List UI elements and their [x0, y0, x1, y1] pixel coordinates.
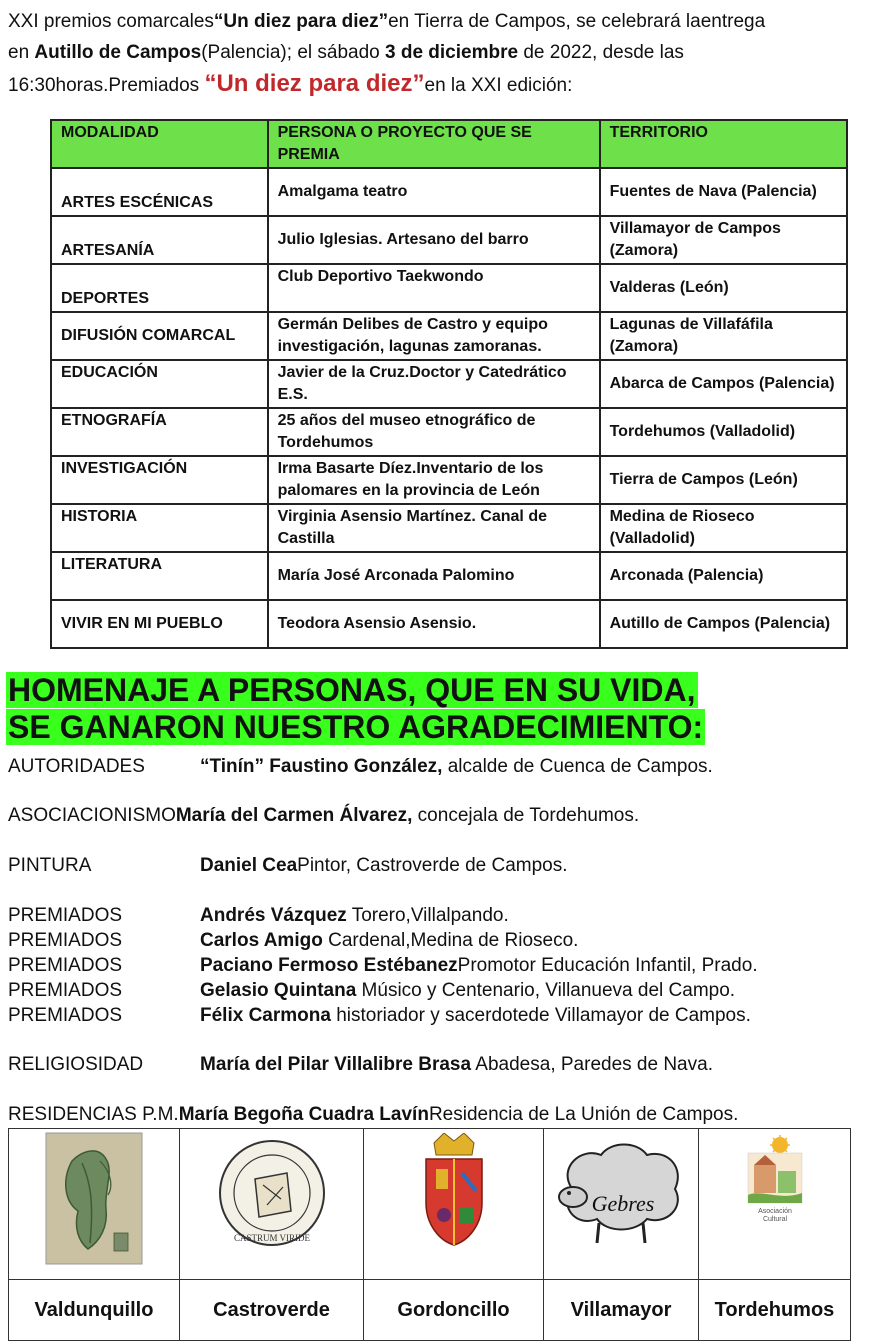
honor-category: PREMIADOS [8, 905, 123, 926]
table-row [51, 312, 847, 360]
honor-name: Carlos Amigo [200, 930, 323, 951]
header-persona: PERSONA O PROYECTO QUE SE PREMIA [268, 120, 600, 168]
valdunquillo-emblem-icon [44, 1131, 144, 1266]
cell-modalidad: ETNOGRAFÍA [51, 408, 268, 456]
honor-name: Paciano Fermoso Estébanez [200, 955, 458, 976]
cell-modalidad: EDUCACIÓN [51, 360, 268, 408]
cell-persona: Irma Basarte Díez.Inventario de los palomares en la provincia de León [268, 456, 600, 504]
cell-persona: Teodora Asensio Asensio. [268, 600, 600, 648]
honor-category: PREMIADOS [8, 955, 123, 976]
honor-category: RELIGIOSIDAD [8, 1054, 144, 1075]
honor-category: PREMIADOS [8, 1005, 123, 1026]
intro-place: Autillo de Campos [34, 42, 202, 63]
intro-text: en la XXI edición: [424, 75, 573, 96]
honor-entry [8, 1053, 713, 1077]
table-row [51, 600, 847, 648]
honor-name: Daniel Cea [200, 855, 298, 876]
table-row [51, 408, 847, 456]
table-row [51, 168, 847, 216]
cell-persona: Javier de la Cruz.Doctor y Catedrático E.S. [268, 360, 600, 408]
cell-modalidad: DEPORTES [51, 264, 268, 312]
cell-territorio: Fuentes de Nava (Palencia) [600, 168, 847, 216]
intro-paragraph [8, 6, 876, 101]
honor-name: Andrés Vázquez [200, 905, 347, 926]
logos-row [9, 1129, 851, 1280]
cell-territorio: Autillo de Campos (Palencia) [600, 600, 847, 648]
cell-modalidad: VIVIR EN MI PUEBLO [51, 600, 268, 648]
logo-cell-valdunquillo [9, 1129, 180, 1280]
homenaje-line-2: SE GANARON NUESTRO AGRADECIMIENTO: [8, 709, 704, 745]
intro-red-title: “Un diez para diez” [204, 70, 425, 97]
tordehumos-logo-text: Cultural [762, 1216, 787, 1223]
honor-desc: historiador y sacerdotede Villamayor de Campos. [330, 1005, 751, 1026]
town-name: Villamayor [544, 1280, 699, 1341]
honor-name: Gelasio Quintana [200, 980, 357, 1001]
honor-name: María Begoña Cuadra Lavín [178, 1104, 429, 1125]
homenaje-heading [6, 672, 796, 746]
honor-desc: Músico y Centenario, Villanueva del Campo. [356, 980, 736, 1001]
honor-category: PREMIADOS [8, 930, 123, 951]
table-row [51, 216, 847, 264]
intro-text: (Palencia); el sábado [201, 42, 385, 63]
honor-category: PREMIADOS [8, 980, 123, 1001]
town-name: Valdunquillo [9, 1280, 180, 1341]
honor-name: Félix Carmona [200, 1005, 331, 1026]
honor-entry [8, 929, 579, 953]
cell-persona: Amalgama teatro [268, 168, 600, 216]
town-name: Tordehumos [699, 1280, 851, 1341]
cell-territorio: Tordehumos (Valladolid) [600, 408, 847, 456]
cell-persona: Germán Delibes de Castro y equipo investigación, lagunas zamoranas. [268, 312, 600, 360]
honor-desc: Cardenal,Medina de Rioseco. [322, 930, 579, 951]
intro-line-2 [8, 37, 876, 68]
honor-desc: Promotor Educación Infantil, Prado. [457, 955, 758, 976]
intro-text: XXI premios comarcales [8, 11, 214, 32]
honor-entry [8, 904, 509, 928]
honor-entry [8, 979, 736, 1003]
honor-entry [8, 854, 568, 878]
town-name: Gordoncillo [364, 1280, 544, 1341]
intro-date: 3 de diciembre [385, 42, 519, 63]
cell-territorio: Abarca de Campos (Palencia) [600, 360, 847, 408]
intro-text: 16:30horas.Premiados [8, 75, 205, 96]
header-modalidad: MODALIDAD [51, 120, 268, 168]
honor-desc: concejala de Tordehumos. [412, 805, 640, 826]
gordoncillo-coat-of-arms-icon [414, 1133, 494, 1248]
cell-territorio: Lagunas de Villafáfila (Zamora) [600, 312, 847, 360]
intro-line-1 [8, 6, 876, 37]
cell-persona: María José Arconada Palomino [268, 552, 600, 600]
town-name: Castroverde [180, 1280, 364, 1341]
honor-name: María del Pilar Villalibre Brasa [200, 1054, 472, 1075]
villamayor-sheep-text: Gebres [591, 1191, 655, 1216]
villamayor-sheep-icon [551, 1137, 691, 1247]
honor-category: RESIDENCIAS P.M. [8, 1104, 179, 1125]
honor-entry [8, 804, 639, 828]
intro-text: en Tierra de Campos, se celebrará laentrega [388, 11, 766, 32]
town-names-row [9, 1280, 851, 1341]
cell-modalidad: INVESTIGACIÓN [51, 456, 268, 504]
intro-text: de 2022, desde las [518, 42, 684, 63]
cell-persona: Club Deportivo Taekwondo [268, 264, 600, 312]
honor-desc: Abadesa, Paredes de Nava. [471, 1054, 713, 1075]
honor-desc: Residencia de La Unión de Campos. [428, 1104, 739, 1125]
logo-cell-villamayor [544, 1129, 699, 1280]
table-row [51, 504, 847, 552]
honor-category: PINTURA [8, 855, 92, 876]
cell-territorio: Medina de Rioseco (Valladolid) [600, 504, 847, 552]
tordehumos-logo-text: Asociación [757, 1208, 792, 1215]
table-row [51, 456, 847, 504]
logo-cell-tordehumos [699, 1129, 851, 1280]
homenaje-line-1: HOMENAJE A PERSONAS, QUE EN SU VIDA, [8, 672, 696, 708]
cell-persona: Virginia Asensio Martínez. Canal de Castilla [268, 504, 600, 552]
honor-entry [8, 1103, 738, 1127]
intro-text: en [8, 42, 35, 63]
honor-entry [8, 1004, 751, 1028]
intro-emph: “Un diez para diez” [213, 11, 389, 32]
honor-entry [8, 954, 758, 978]
honor-desc: Torero,Villalpando. [346, 905, 509, 926]
cell-modalidad: HISTORIA [51, 504, 268, 552]
header-territorio: TERRITORIO [600, 120, 847, 168]
castroverde-seal-icon [207, 1129, 337, 1249]
cell-modalidad: DIFUSIÓN COMARCAL [51, 312, 268, 360]
cell-modalidad: ARTESANÍA [51, 216, 268, 264]
honor-entry [8, 755, 713, 779]
table-row [51, 264, 847, 312]
logo-cell-gordoncillo [364, 1129, 544, 1280]
castroverde-seal-text: CASTRUM VIRIDE [233, 1233, 310, 1243]
sponsors-table [8, 1128, 851, 1341]
honor-desc: alcalde de Cuenca de Campos. [442, 756, 713, 777]
cell-territorio: Arconada (Palencia) [600, 552, 847, 600]
awards-table [50, 119, 848, 649]
cell-territorio: Valderas (León) [600, 264, 847, 312]
honor-name: “Tinín” Faustino González, [200, 756, 443, 777]
table-header-row [51, 120, 847, 168]
honor-name: María del Carmen Álvarez, [175, 805, 413, 826]
honor-category: AUTORIDADES [8, 756, 145, 777]
intro-line-3 [8, 68, 876, 101]
cell-persona: 25 años del museo etnográfico de Tordehumos [268, 408, 600, 456]
cell-persona: Julio Iglesias. Artesano del barro [268, 216, 600, 264]
logo-cell-castroverde [180, 1129, 364, 1280]
table-row [51, 552, 847, 600]
cell-modalidad: ARTES ESCÉNICAS [51, 168, 268, 216]
cell-territorio: Villamayor de Campos (Zamora) [600, 216, 847, 264]
honor-desc: Pintor, Castroverde de Campos. [297, 855, 568, 876]
cell-modalidad: LITERATURA [51, 552, 268, 600]
tordehumos-association-icon [740, 1135, 810, 1230]
honor-category: ASOCIACIONISMO [8, 805, 176, 826]
table-row [51, 360, 847, 408]
cell-territorio: Tierra de Campos (León) [600, 456, 847, 504]
